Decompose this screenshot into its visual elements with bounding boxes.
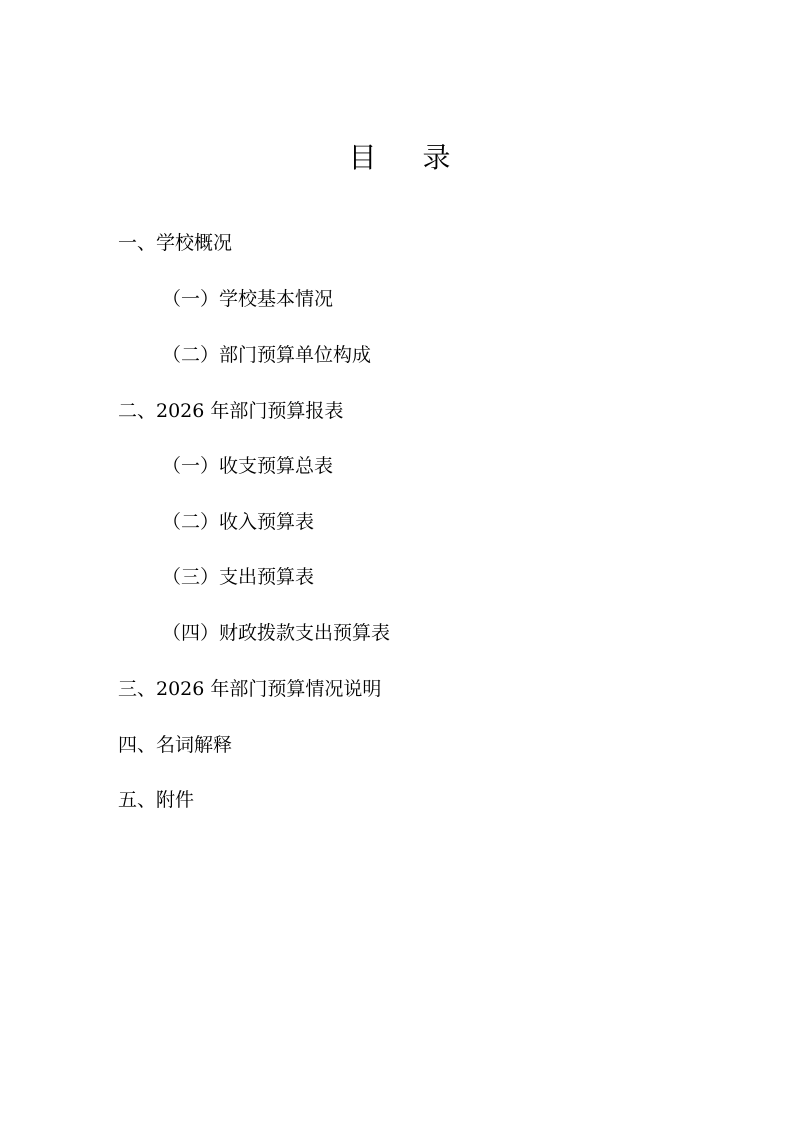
- toc-item-budget-reports: 二、2026 年部门预算报表: [118, 400, 344, 422]
- toc-item-school-basic-info: （一）学校基本情况: [162, 288, 334, 310]
- toc-item-fiscal-appropriation-budget: （四）财政拨款支出预算表: [162, 622, 391, 644]
- page-title: [0, 138, 799, 178]
- title-char-1: 目: [348, 141, 377, 174]
- title-char-2: 录: [422, 141, 451, 174]
- toc-item-revenue-expenditure-summary: （一）收支预算总表: [162, 455, 334, 477]
- toc-item-school-overview: 一、学校概况: [118, 232, 233, 254]
- toc-item-budget-unit-composition: （二）部门预算单位构成: [162, 344, 372, 366]
- toc-item-revenue-budget: （二）收入预算表: [162, 511, 315, 533]
- toc-item-glossary: 四、名词解释: [118, 734, 233, 756]
- toc-item-budget-explanation: 三、2026 年部门预算情况说明: [118, 678, 382, 700]
- toc-item-appendix: 五、附件: [118, 789, 195, 811]
- toc-item-expenditure-budget: （三）支出预算表: [162, 566, 315, 588]
